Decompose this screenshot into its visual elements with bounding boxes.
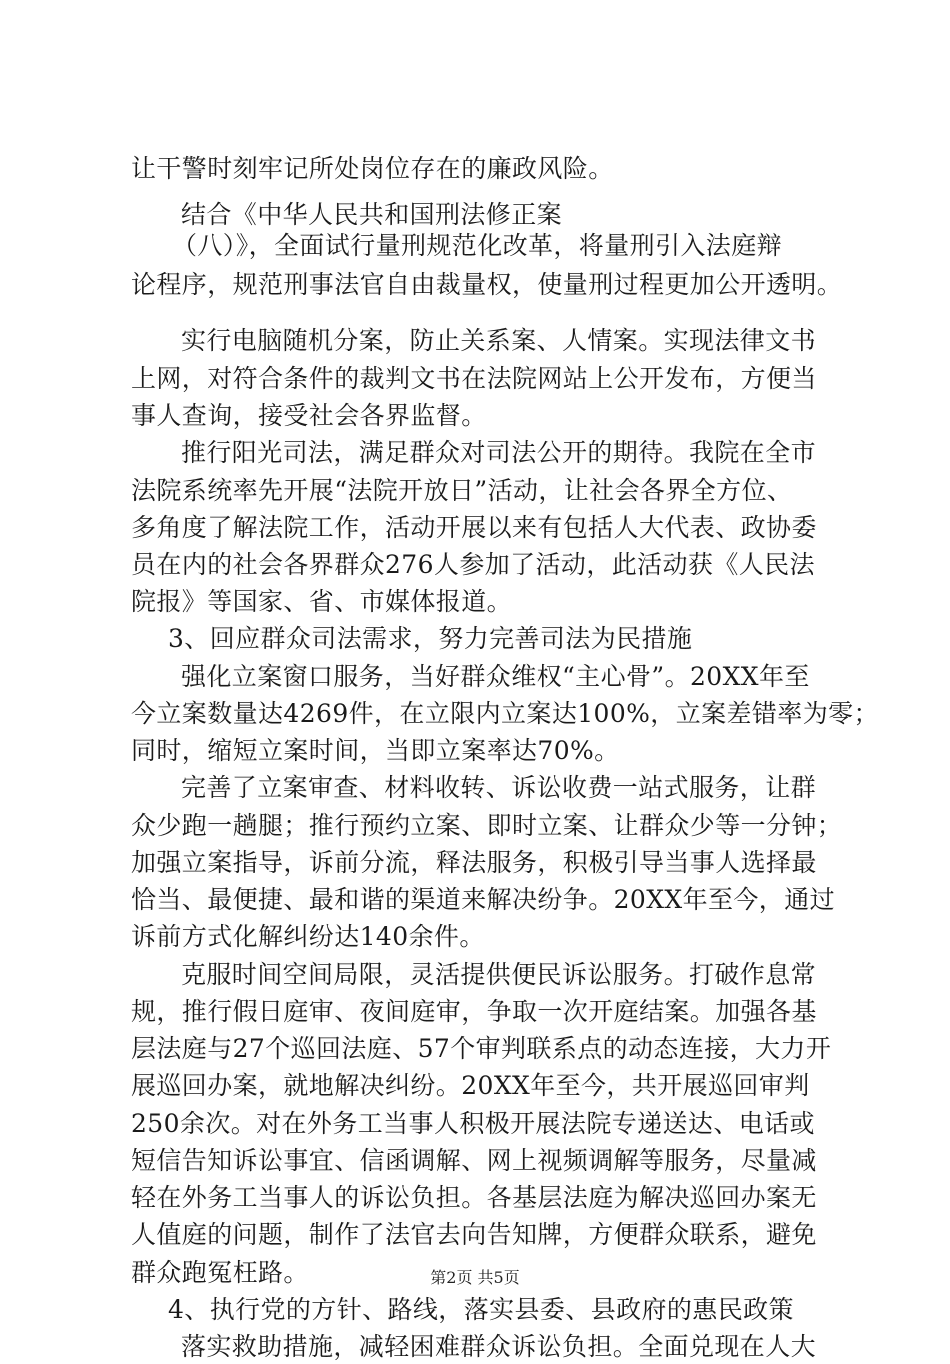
text-line: 轻在外务工当事人的诉讼负担。各基层法庭为解决巡回办案无 <box>131 1183 817 1212</box>
text-line: 论程序，规范刑事法官自由裁量权，使量刑过程更加公开透明。 <box>131 270 843 299</box>
text-line: 众少跑一趟腿；推行预约立案、即时立案、让群众少等一分钟； <box>131 811 843 840</box>
text-line: 250余次。对在外务工当事人积极开展法院专递送达、电话或 <box>131 1109 815 1138</box>
text-line: 层法庭与27个巡回法庭、57个审判联系点的动态连接，大力开 <box>131 1034 832 1063</box>
text-line: 加强立案指导，诉前分流，释法服务，积极引导当事人选择最 <box>131 848 817 877</box>
text-line: 上网，对符合条件的裁判文书在法院网站上公开发布，方便当 <box>131 364 817 393</box>
text-line: 强化立案窗口服务，当好群众维权“主心骨”。20XX年至 <box>181 662 810 691</box>
text-line: 短信告知诉讼事宜、信函调解、网上视频调解等服务，尽量减 <box>131 1146 817 1175</box>
text-line: 落实救助措施，减轻困难群众诉讼负担。全面兑现在人大 <box>181 1332 817 1361</box>
page-footer: 第2页 共5页 <box>430 1268 520 1287</box>
text-line: 院报》等国家、省、市媒体报道。 <box>131 587 513 616</box>
text-line: 推行阳光司法，满足群众对司法公开的期待。我院在全市 <box>181 438 817 467</box>
text-line: 今立案数量达4269件，在立限内立案达100%，立案差错率为零； <box>131 699 879 728</box>
text-line: 实行电脑随机分案，防止关系案、人情案。实现法律文书 <box>181 326 817 355</box>
text-line: 展巡回办案，就地解决纠纷。20XX年至今，共开展巡回审判 <box>131 1071 810 1100</box>
text-line: 规，推行假日庭审、夜间庭审，争取一次开庭结案。加强各基 <box>131 997 817 1026</box>
section-heading: 4、执行党的方针、路线，落实县委、县政府的惠民政策 <box>168 1295 794 1324</box>
text-line: 人值庭的问题，制作了法官去向告知牌，方便群众联系，避免 <box>131 1220 817 1249</box>
text-line: 同时，缩短立案时间，当即立案率达70%。 <box>131 736 620 765</box>
text-line: 结合《中华人民共和国刑法修正案 <box>181 200 563 229</box>
text-line: 群众跑冤枉路。 <box>131 1258 309 1287</box>
text-line: 诉前方式化解纠纷达140余件。 <box>131 922 485 951</box>
text-line: 恰当、最便捷、最和谐的渠道来解决纷争。20XX年至今，通过 <box>131 885 836 914</box>
text-line: 让干警时刻牢记所处岗位存在的廉政风险。 <box>131 154 614 183</box>
text-line: 法院系统率先开展“法院开放日”活动，让社会各界全方位、 <box>131 476 793 505</box>
text-line: 员在内的社会各界群众276人参加了活动，此活动获《人民法 <box>131 550 815 579</box>
text-line: 多角度了解法院工作，活动开展以来有包括人大代表、政协委 <box>131 513 817 542</box>
text-line: 克服时间空间局限，灵活提供便民诉讼服务。打破作息常 <box>181 960 817 989</box>
section-heading: 3、回应群众司法需求，努力完善司法为民措施 <box>168 624 693 653</box>
text-line: （八）》，全面试行量刑规范化改革，将量刑引入法庭辩 <box>172 231 783 260</box>
text-line: 完善了立案审查、材料收转、诉讼收费一站式服务，让群 <box>181 773 817 802</box>
text-line: 事人查询，接受社会各界监督。 <box>131 401 487 430</box>
